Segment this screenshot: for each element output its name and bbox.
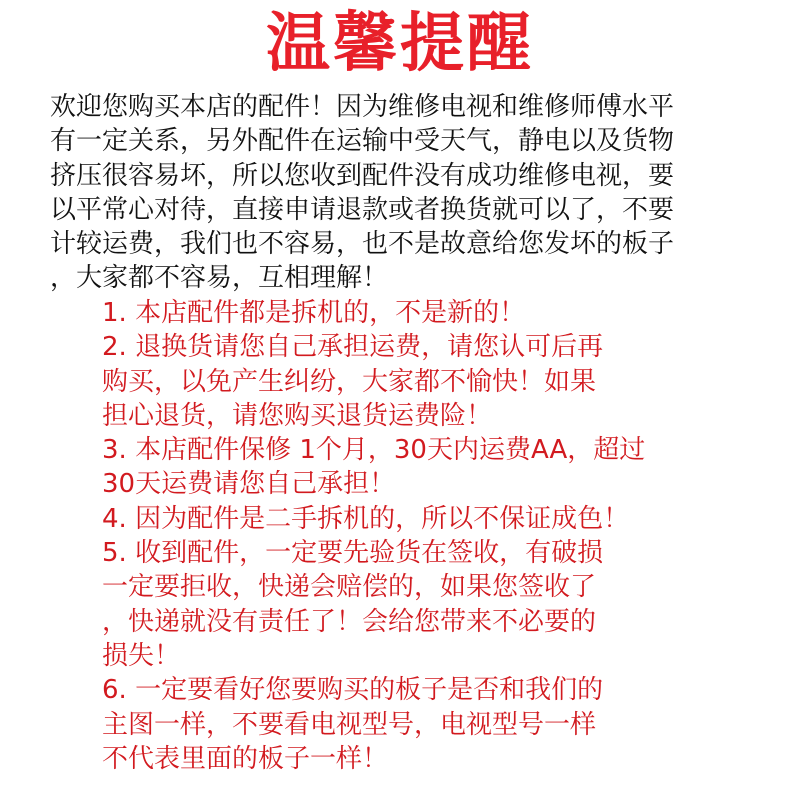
notes-list xyxy=(102,296,792,776)
note-line: 3. 本店配件保修 1个月，30天内运费AA，超过 xyxy=(102,435,646,466)
note-line: ，快递就没有责任了！会给您带来不必要的 xyxy=(102,606,597,637)
intro-line: 以平常心对待，直接申请退款或者换货就可以了，不要 xyxy=(50,194,675,225)
note-line: 1. 本店配件都是拆机的，不是新的！ xyxy=(102,298,526,328)
intro-line: ，大家都不容易，互相理解！ xyxy=(50,263,389,294)
intro-line: 有一定关系，另外配件在运输中受天气，静电以及货物 xyxy=(50,126,675,157)
intro-line: 计较运费，我们也不容易，也不是故意给您发坏的板子 xyxy=(50,229,675,260)
note-line: 一定要拒收，快递会赔偿的，如果您签收了 xyxy=(102,572,597,603)
note-line: 30天运费请您自己承担！ xyxy=(102,469,396,500)
note-line: 主图一样，不要看电视型号，电视型号一样 xyxy=(102,709,597,740)
notice-title: 温馨提醒 xyxy=(266,7,534,81)
note-line: 损失！ xyxy=(102,640,181,671)
note-line: 4. 因为配件是二手拆机的，所以不保证成色！ xyxy=(102,503,630,534)
intro-line: 挤压很容易坏，所以您收到配件没有成功维修电视，要 xyxy=(50,160,675,191)
note-line: 担心退货，请您购买退货运费险！ xyxy=(102,400,493,431)
note-line: 2. 退换货请您自己承担运费，请您认可后再 xyxy=(102,332,604,363)
note-line: 购买，以免产生纠纷，大家都不愉快！如果 xyxy=(102,366,597,397)
note-line: 5. 收到配件，一定要先验货在签收，有破损 xyxy=(102,538,604,569)
intro-paragraph xyxy=(50,90,790,296)
note-line: 不代表里面的板子一样！ xyxy=(102,743,389,774)
intro-line: 欢迎您购买本店的配件！因为维修电视和维修师傅水平 xyxy=(50,92,675,122)
note-line: 6. 一定要看好您要购买的板子是否和我们的 xyxy=(102,675,604,706)
